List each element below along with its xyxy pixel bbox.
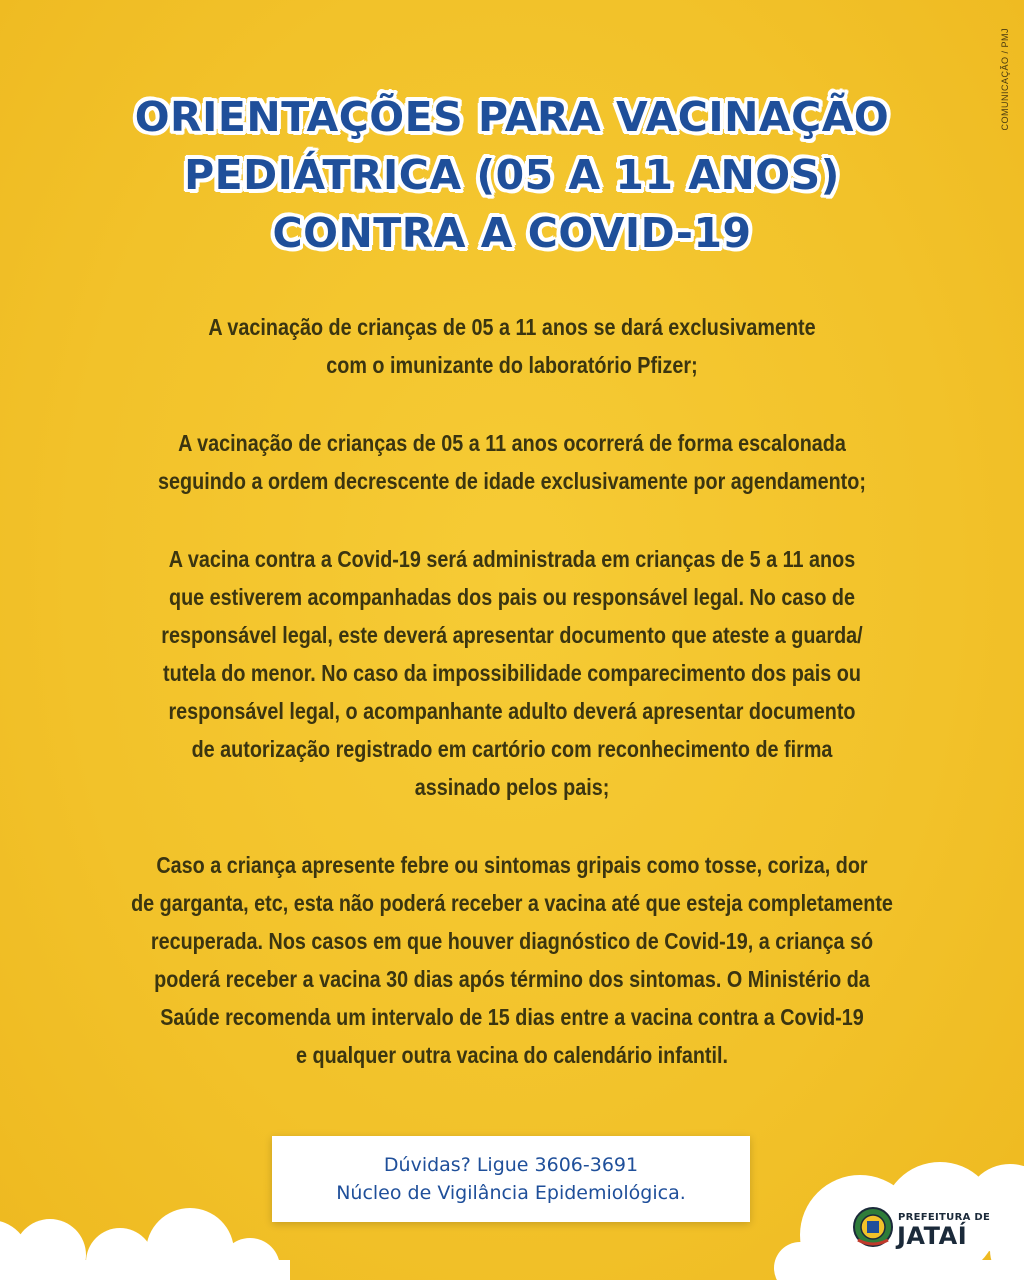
credit-text: COMUNICAÇÃO / PMJ: [1000, 28, 1010, 131]
paragraph-line: e qualquer outra vacina do calendário infantil.: [296, 1042, 728, 1068]
city-crest-icon: [852, 1206, 894, 1248]
paragraph-line: assinado pelos pais;: [414, 774, 610, 800]
paragraph-line: que estiverem acompanhadas dos pais ou responsável legal. No caso de: [169, 584, 855, 610]
contact-box: [272, 1136, 750, 1222]
paragraph-guardian: [106, 540, 918, 806]
title-line: PEDIÁTRICA (05 A 11 ANOS): [184, 151, 840, 199]
title-line: CONTRA A COVID-19: [272, 209, 752, 257]
paragraph-line: com o imunizante do laboratório Pfizer;: [326, 352, 698, 378]
paragraph-line: A vacinação de crianças de 05 a 11 anos ocorrerá de forma escalonada: [178, 430, 846, 456]
title-line: ORIENTAÇÕES PARA VACINAÇÃO: [134, 93, 890, 141]
paragraph-symptoms: [106, 846, 918, 1074]
contact-department: Núcleo de Vigilância Epidemiológica.: [336, 1182, 686, 1204]
logo-prefix: PREFEITURA DE: [898, 1212, 991, 1223]
logo-city-name: JATAÍ: [897, 1222, 968, 1250]
city-logo: [852, 1204, 1002, 1254]
page-title: [0, 88, 1024, 262]
paragraph-line: Saúde recomenda um intervalo de 15 dias entre a vacina contra a Covid-19: [160, 1004, 864, 1030]
paragraph-line: Caso a criança apresente febre ou sintomas gripais como tosse, coriza, dor: [156, 852, 868, 878]
paragraph-line: responsável legal, este deverá apresentar documento que ateste a guarda/: [161, 622, 863, 648]
paragraph-line: tutela do menor. No caso da impossibilidade comparecimento dos pais ou: [163, 660, 861, 686]
contact-phone: Dúvidas? Ligue 3606-3691: [383, 1154, 639, 1176]
paragraph-line: seguindo a ordem decrescente de idade exclusivamente por agendamento;: [158, 468, 866, 494]
paragraph-line: responsável legal, o acompanhante adulto deverá apresentar documento: [168, 698, 856, 724]
paragraph-line: A vacina contra a Covid-19 será administrada em crianças de 5 a 11 anos: [168, 546, 856, 572]
guidelines-text: [106, 308, 918, 1114]
paragraph-line: de autorização registrado em cartório com reconhecimento de firma: [191, 736, 833, 762]
paragraph-line: A vacinação de crianças de 05 a 11 anos se dará exclusivamente: [208, 314, 816, 340]
paragraph-line: de garganta, etc, esta não poderá receber a vacina até que esteja completamente: [131, 890, 893, 916]
paragraph-line: poderá receber a vacina 30 dias após término dos sintomas. O Ministério da: [154, 966, 870, 992]
paragraph-pfizer: [106, 308, 918, 384]
paragraph-line: recuperada. Nos casos em que houver diagnóstico de Covid-19, a criança só: [150, 928, 874, 954]
paragraph-scheduling: [106, 424, 918, 500]
